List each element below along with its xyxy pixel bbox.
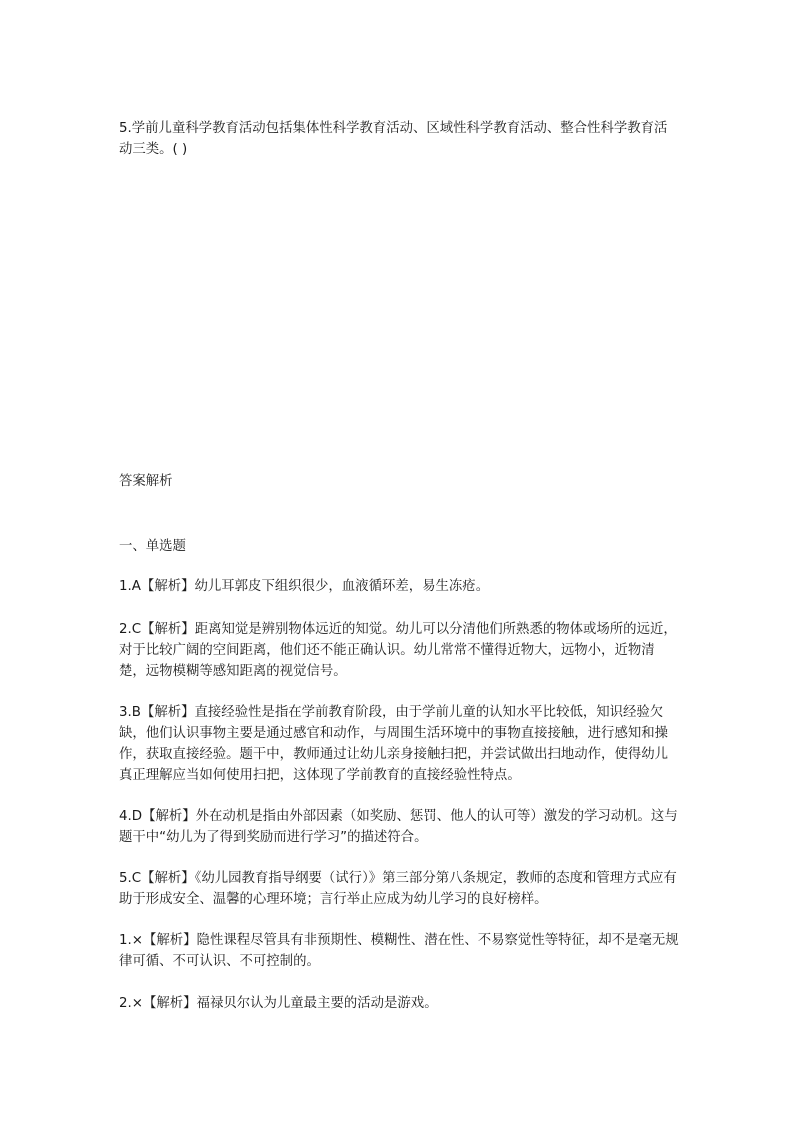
question-5-text: 5.学前儿童科学教育活动包括集体性科学教育活动、区域性科学教育活动、整合性科学教育活动三类。( ) <box>119 121 668 157</box>
section-title: 一、单选题 <box>119 539 186 554</box>
answer-item: 2.×【解析】福禄贝尔认为儿童最主要的活动是游戏。 <box>119 996 438 1011</box>
answer-item: 5.C【解析】《幼儿园教育指导纲要（试行）》第三部分第八条规定，教师的态度和管理方式应有助于形成安全、温馨的心理环境；言行举止应成为幼儿学习的良好榜样。 <box>119 871 677 907</box>
answer-item: 1.A【解析】幼儿耳郭皮下组织很少，血液循环差，易生冻疮。 <box>119 579 490 594</box>
answer-title: 答案解析 <box>119 474 173 489</box>
answer-item: 2.C【解析】距离知觉是辨别物体远近的知觉。幼儿可以分清他们所熟悉的物体或场所的远近，对于比较广阔的空间距离，他们还不能正确认识。幼儿常常不懂得近物大，远物小，近物清楚，远物模糊等感知距离的视觉信号。 <box>119 622 677 679</box>
answer-item: 4.D【解析】外在动机是指由外部因素（如奖励、惩罚、他人的认可等）激发的学习动机。这与题干中“幼儿为了得到奖励而进行学习”的描述符合。 <box>119 809 678 845</box>
answer-item: 1.×【解析】隐性课程尽管具有非预期性、模糊性、潜在性、不易察觉性等特征，却不是毫无规律可循、不可认识、不可控制的。 <box>119 933 679 969</box>
answer-item: 3.B【解析】直接经验性是指在学前教育阶段，由于学前儿童的认知水平比较低，知识经验欠缺，他们认识事物主要是通过感官和动作，与周围生活环境中的事物直接接触，进行感知和操作，获取直接经验。题干中，教师通过让幼儿亲身接触扫把，并尝试做出扫地动作，使得幼儿真正理解应当如何使用扫把，这体现了学前教育的直接经验性特点。 <box>119 705 669 783</box>
